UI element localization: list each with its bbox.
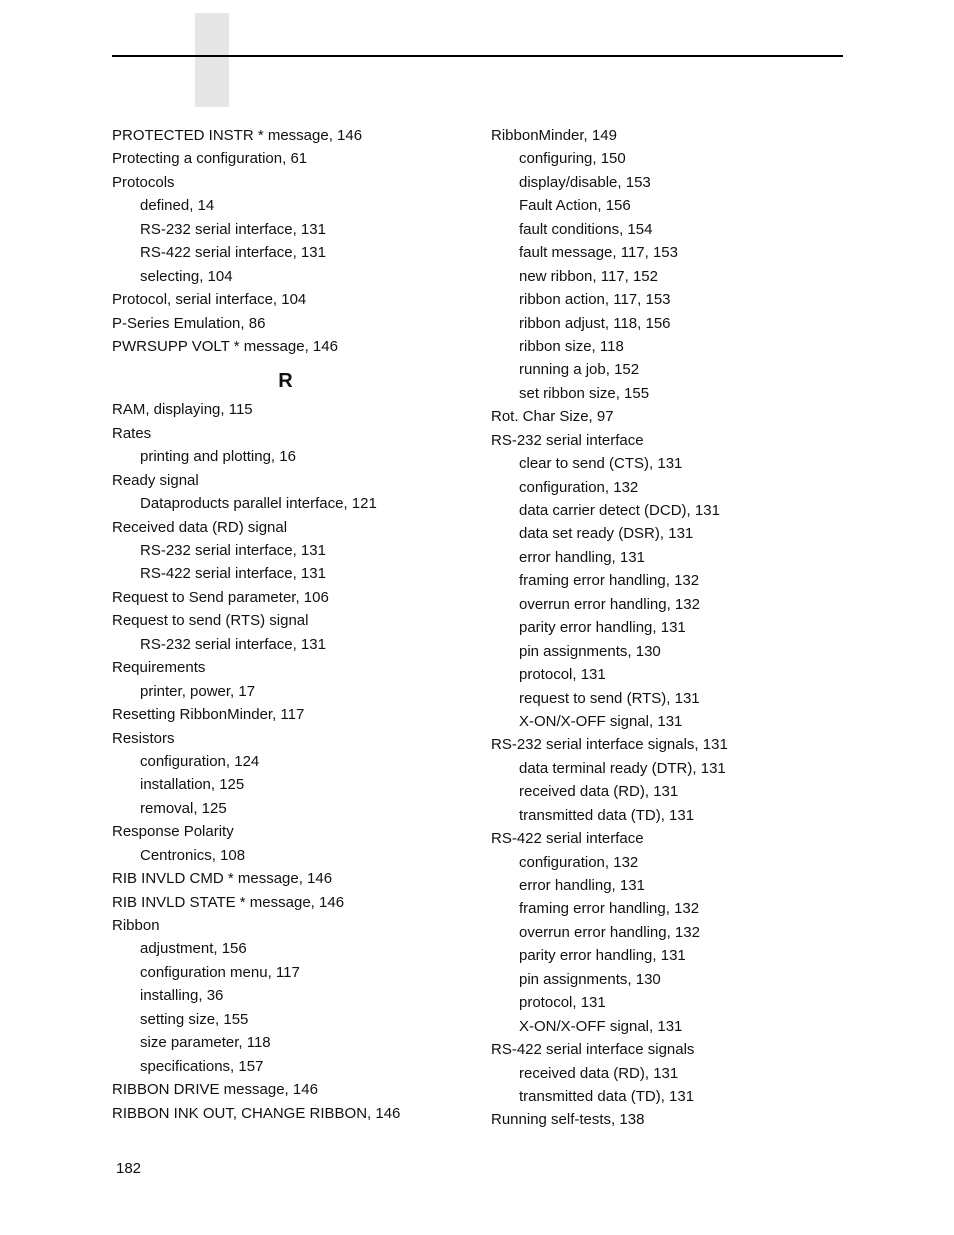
index-subentry: RS-422 serial interface, 131: [140, 565, 326, 583]
index-entry: RIB INVLD STATE * message, 146: [112, 893, 345, 911]
index-entry: Ribbon: [112, 917, 160, 934]
index-subentry: framing error handling, 132: [519, 900, 700, 918]
index-subentry: Fault Action, 156: [519, 197, 631, 215]
index-subentry: selecting, 104: [140, 267, 233, 285]
index-subentry: overrun error handling, 132: [519, 595, 700, 613]
index-subentry: defined, 14: [140, 197, 215, 215]
index-subentry: specifications, 157: [140, 1057, 264, 1075]
index-entry: RIB INVLD CMD * message, 146: [112, 870, 333, 888]
index-entry: RS-232 serial interface: [491, 431, 644, 449]
index-subentry: transmitted data (TD), 131: [519, 1087, 695, 1105]
index-subentry: configuration, 124: [140, 752, 260, 770]
index-group-r: [112, 398, 462, 1125]
index-entry: Protocols: [112, 173, 175, 191]
index-subentry: transmitted data (TD), 131: [519, 806, 695, 824]
index-subentry: RS-232 serial interface, 131: [140, 635, 326, 653]
index-subentry: installation, 125: [140, 776, 245, 794]
index-entry: RS-422 serial interface: [491, 830, 644, 848]
index-entry: Received data (RD) signal: [112, 518, 288, 536]
index-subentry: ribbon adjust, 118, 156: [519, 314, 671, 332]
index-subentry: received data (RD), 131: [519, 1064, 679, 1082]
index-entry: Protecting a configuration, 61: [112, 150, 308, 168]
index-entry: RIBBON INK OUT, CHANGE RIBBON, 146: [112, 1104, 401, 1122]
index-subentry: removal, 125: [140, 799, 227, 817]
index-subentry: printing and plotting, 16: [140, 448, 296, 466]
index-entry: Request to Send parameter, 106: [112, 588, 329, 606]
header-rule: [112, 55, 843, 57]
index-subentry: Dataproducts parallel interface, 121: [140, 495, 377, 513]
index-subentry: clear to send (CTS), 131: [519, 455, 683, 473]
index-entry: RAM, displaying, 115: [112, 401, 253, 419]
index-subentry: new ribbon, 117, 152: [519, 267, 658, 285]
index-subentry: fault conditions, 154: [519, 220, 653, 238]
index-subentry: received data (RD), 131: [519, 783, 679, 801]
index-subentry: set ribbon size, 155: [519, 384, 650, 402]
index-entry: RS-422 serial interface signals: [491, 1041, 695, 1059]
index-subentry: running a job, 152: [519, 361, 640, 379]
index-subentry: configuration menu, 117: [140, 963, 300, 981]
index-entry: Rates: [112, 424, 152, 442]
index-entry: Protocol, serial interface, 104: [112, 291, 307, 309]
index-entry: Rot. Char Size, 97: [491, 408, 614, 426]
index-subentry: framing error handling, 132: [519, 572, 700, 590]
index-subentry: RS-232 serial interface, 131: [140, 542, 326, 559]
section-letter-heading: R: [278, 370, 293, 393]
index-subentry: ribbon size, 118: [519, 337, 624, 355]
index-subentry: printer, power, 17: [140, 682, 256, 700]
index-subentry: setting size, 155: [140, 1010, 249, 1028]
index-subentry: error handling, 131: [519, 877, 645, 894]
index-subentry: protocol, 131: [519, 666, 606, 684]
index-column-right: [491, 124, 871, 1132]
index-subentry: data terminal ready (DTR), 131: [519, 759, 726, 777]
index-subentry: RS-232 serial interface, 131: [140, 220, 326, 238]
index-subentry: data carrier detect (DCD), 131: [519, 502, 720, 519]
index-entry: Ready signal: [112, 471, 199, 489]
index-entry: Requirements: [112, 659, 206, 677]
index-entry: Resetting RibbonMinder, 117: [112, 706, 305, 724]
index-subentry: configuration, 132: [519, 478, 639, 496]
index-entry: Response Polarity: [112, 823, 234, 841]
index-subentry: overrun error handling, 132: [519, 923, 700, 941]
index-subentry: configuring, 150: [519, 150, 626, 168]
index-entry: PWRSUPP VOLT * message, 146: [112, 337, 338, 355]
index-subentry: pin assignments, 130: [519, 970, 661, 988]
index-entry: RibbonMinder, 149: [491, 127, 617, 144]
index-subentry: X-ON/X-OFF signal, 131: [519, 1017, 683, 1035]
index-group-p: [112, 124, 462, 358]
chapter-tab-marker: [195, 13, 229, 107]
index-subentry: ribbon action, 117, 153: [519, 291, 671, 309]
index-subentry: display/disable, 153: [519, 173, 651, 191]
index-entry: P-Series Emulation, 86: [112, 314, 266, 332]
index-entry: PROTECTED INSTR * message, 146: [112, 127, 363, 144]
index-subentry: installing, 36: [140, 987, 224, 1005]
index-entry: RIBBON DRIVE message, 146: [112, 1081, 318, 1099]
page-number: 182: [116, 1160, 142, 1177]
index-entry: RS-232 serial interface signals, 131: [491, 736, 728, 754]
index-column-left: [112, 124, 462, 1125]
index-entry: Running self-tests, 138: [491, 1111, 645, 1129]
index-subentry: RS-422 serial interface, 131: [140, 244, 326, 262]
index-subentry: configuration, 132: [519, 853, 639, 871]
index-subentry: size parameter, 118: [140, 1034, 271, 1052]
index-subentry: data set ready (DSR), 131: [519, 525, 694, 543]
index-subentry: protocol, 131: [519, 994, 606, 1012]
index-entry: Resistors: [112, 729, 175, 747]
index-subentry: X-ON/X-OFF signal, 131: [519, 712, 683, 730]
index-subentry: error handling, 131: [519, 548, 645, 566]
index-subentry: pin assignments, 130: [519, 642, 661, 660]
index-subentry: parity error handling, 131: [519, 947, 686, 965]
index-subentry: Centronics, 108: [140, 846, 246, 864]
index-entry: Request to send (RTS) signal: [112, 612, 309, 630]
index-subentry: parity error handling, 131: [519, 619, 686, 637]
index-subentry: request to send (RTS), 131: [519, 689, 700, 707]
index-subentry: fault message, 117, 153: [519, 244, 678, 262]
index-subentry: adjustment, 156: [140, 940, 247, 958]
